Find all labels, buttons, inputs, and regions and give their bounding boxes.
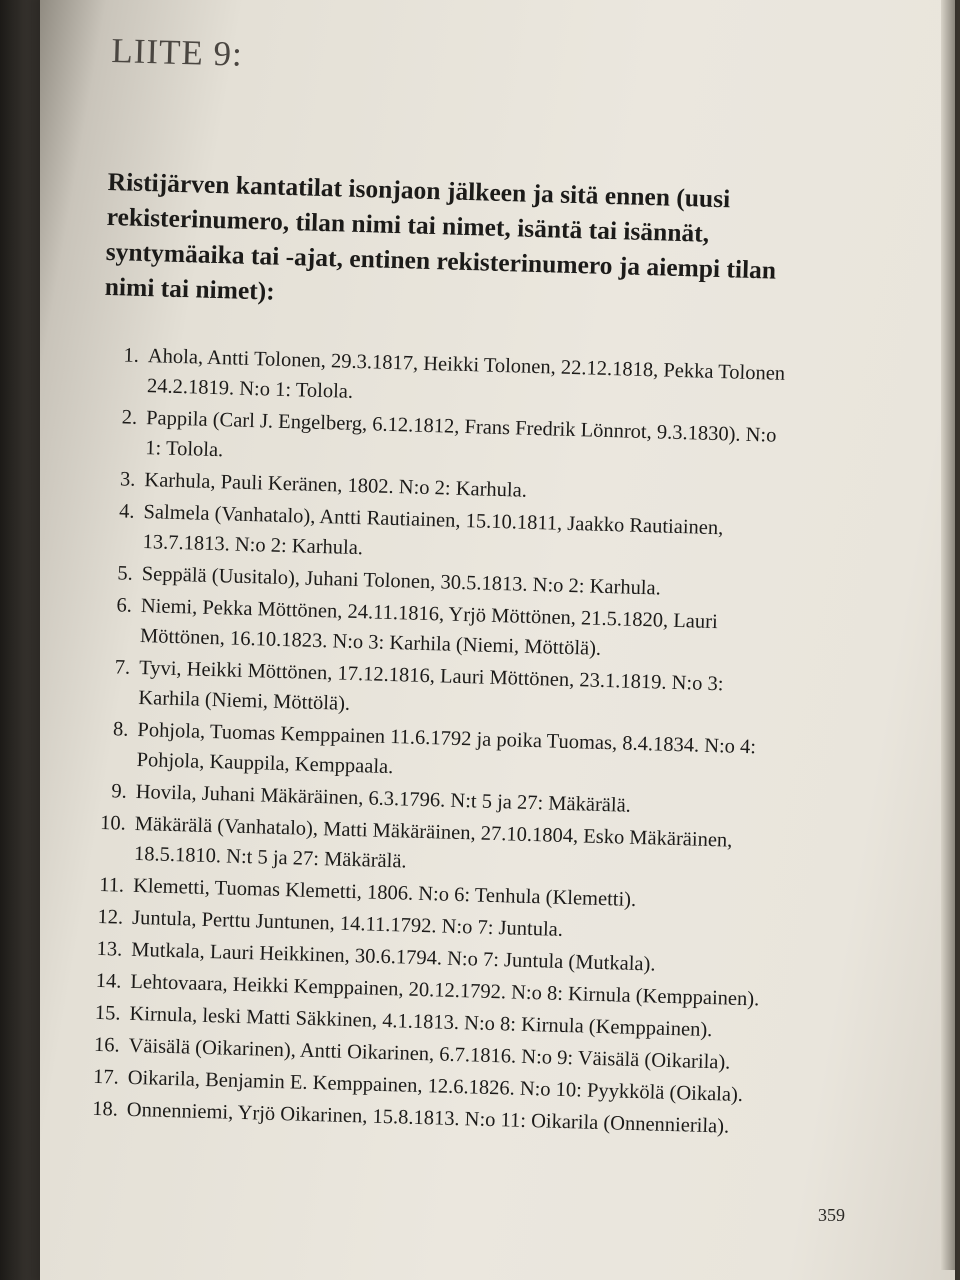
entry-number: 17. (92, 1065, 120, 1089)
entry-text: Juntula, Perttu Juntunen, 14.11.1792. N:o 7: Juntula. (131, 906, 564, 941)
page-content (81, 30, 851, 1146)
entry-text: Niemi, Pekka Möttönen, 24.11.1816, Yrjö Möttönen, 21.5.1820, Lauri Möttönen, 16.10.1823. N:o 3: Karhila (Niemi, Möttölä). (139, 595, 718, 660)
entry-text: Ahola, Antti Tolonen, 29.3.1817, Heikki Tolonen, 22.12.1818, Pekka Tolonen 24.2.1819. N:o 1: Tolola. (146, 345, 786, 403)
entry-text: Väisälä (Oikarinen), Antti Oikarinen, 6.7.1816. N:o 9: Väisälä (Oikarila). (128, 1034, 731, 1074)
entry-number: 16. (93, 1033, 120, 1057)
entry-number: 8. (112, 718, 129, 741)
entry-number: 9. (111, 780, 128, 803)
page-number: 359 (818, 1205, 845, 1225)
entry-text: Salmela (Vanhatalo), Antti Rautiainen, 15.10.1811, Jaakko Rautiainen, 13.7.1813. N:o 2: Karhula. (142, 501, 724, 560)
entry-number: 7. (114, 656, 131, 679)
entry-text: Lehtovaara, Heikki Kemppainen, 20.12.1792. N:o 8: Kirnula (Kemppainen). (130, 970, 760, 1011)
entry-number: 2. (121, 406, 138, 429)
entry-text: Pohjola, Tuomas Kemppainen 11.6.1792 ja poika Tuomas, 8.4.1834. N:o 4: Pohjola, Kauppila, Kemppaala. (136, 718, 757, 779)
entry-number: 5. (117, 562, 134, 585)
entry-text: Karhula, Pauli Keränen, 1802. N:o 2: Karhula. (144, 469, 528, 502)
entry-number: 1. (123, 344, 140, 367)
entry-text: Mutkala, Lauri Heikkinen, 30.6.1794. N:o 7: Juntula (Mutkala). (131, 938, 656, 976)
entry-text: Mäkärälä (Vanhatalo), Matti Mäkäräinen, 27.10.1804, Esko Mäkäräinen, 18.5.1810. N:t 5 ja 27: Mäkärälä. (133, 812, 733, 873)
entry-text: Oikarila, Benjamin E. Kemppainen, 12.6.1826. N:o 10: Pyykkölä (Oikala). (127, 1066, 744, 1107)
entry-text: Onnenniemi, Yrjö Oikarinen, 15.8.1813. N:o 11: Oikarila (Onnennierila). (126, 1098, 730, 1138)
entry-number: 14. (95, 969, 122, 993)
entry-number: 18. (91, 1097, 119, 1121)
entry-text: Seppälä (Uusitalo), Juhani Tolonen, 30.5.1813. N:o 2: Karhula. (141, 563, 662, 600)
section-heading: Ristijärven kantatilat isonjaon jälkeen ja sitä ennen (uusi rekisterinumero, tilan nimi tai nimet, isäntä tai isännät, syntymäaika tai -ajat, entinen rekisterinumero ja aiempi tilan nimi tai nimet): (104, 166, 777, 306)
entry-text: Kirnula, leski Matti Säkkinen, 4.1.1813. N:o 8: Kirnula (Kemppainen). (129, 1002, 713, 1042)
entry-number: 11. (98, 873, 125, 897)
entry-number: 10. (99, 811, 127, 835)
entry-number: 3. (119, 468, 136, 491)
entry-number: 13. (96, 937, 123, 961)
entry-number: 4. (118, 500, 135, 523)
entry-text: Hovila, Juhani Mäkäräinen, 6.3.1796. N:t 5 ja 27: Mäkärälä. (135, 780, 632, 817)
entry-number: 6. (116, 594, 133, 617)
entry-text: Klemetti, Tuomas Klemetti, 1806. N:o 6: Tenhula (Klemetti). (132, 874, 637, 911)
entry-text: Pappila (Carl J. Engelberg, 6.12.1812, Frans Fredrik Lönnrot, 9.3.1830). N:o 1: Tolola. (145, 407, 777, 462)
entry-number: 15. (94, 1001, 121, 1025)
entry-text: Tyvi, Heikki Möttönen, 17.12.1816, Lauri Möttönen, 23.1.1819. N:o 3: Karhila (Niemi, Möttölä). (138, 657, 724, 715)
appendix-title: LIITE 9: (110, 30, 244, 74)
entry-number: 12. (97, 905, 124, 929)
entries-list (81, 340, 793, 1143)
page-right-edge (941, 0, 955, 1270)
